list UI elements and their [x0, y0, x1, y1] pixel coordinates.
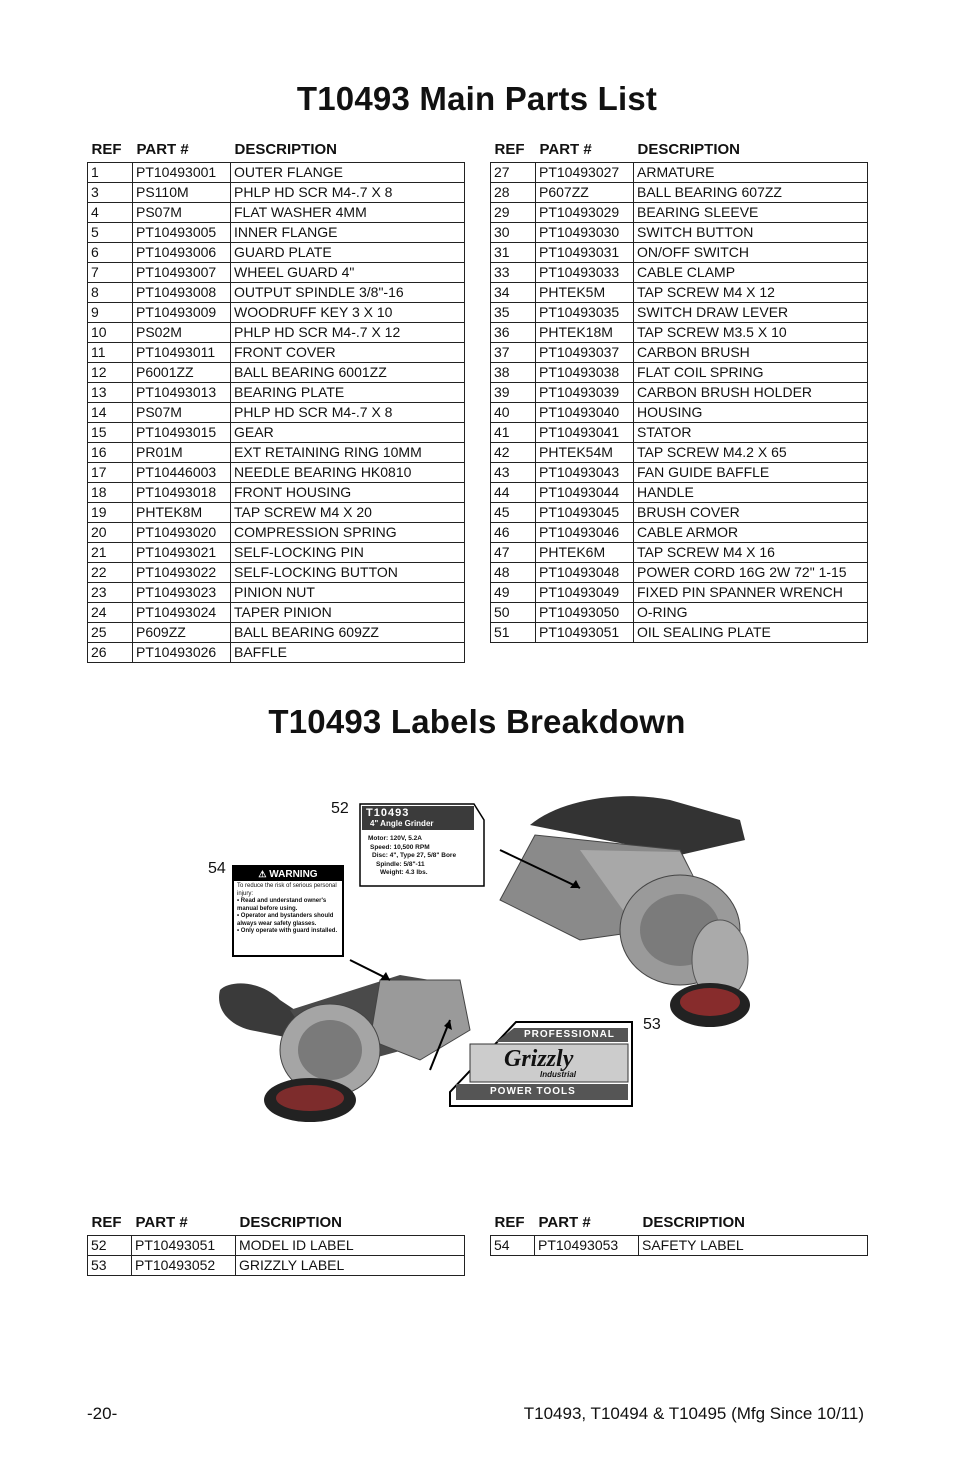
description-cell: FLAT WASHER 4MM — [231, 203, 465, 223]
ref-cell: 33 — [491, 263, 536, 283]
part-number-cell: PT10493015 — [133, 423, 231, 443]
table-row — [88, 223, 465, 243]
part-number-cell: P607ZZ — [536, 183, 634, 203]
description-cell: MODEL ID LABEL — [236, 1236, 465, 1256]
part-number-cell: PHTEK18M — [536, 323, 634, 343]
ref-cell: 40 — [491, 403, 536, 423]
table-row — [491, 203, 868, 223]
part-number-cell: PT10493038 — [536, 363, 634, 383]
part-number-cell: PT10493052 — [132, 1256, 236, 1276]
table-row — [88, 343, 465, 363]
description-cell: GUARD PLATE — [231, 243, 465, 263]
ref-cell: 46 — [491, 523, 536, 543]
description-cell: NEEDLE BEARING HK0810 — [231, 463, 465, 483]
table-row — [491, 263, 868, 283]
col-desc-header: DESCRIPTION — [642, 1214, 746, 1231]
table-row — [491, 483, 868, 503]
table-row — [88, 443, 465, 463]
part-number-cell: PT10493022 — [133, 563, 231, 583]
table-row — [88, 263, 465, 283]
ref-cell: 19 — [88, 503, 133, 523]
table-row — [491, 223, 868, 243]
col-part-header: PART # — [136, 141, 189, 158]
part-number-cell: PHTEK8M — [133, 503, 231, 523]
description-cell: CARBON BRUSH HOLDER — [634, 383, 868, 403]
col-ref-header: REF — [494, 141, 525, 158]
ref-cell: 51 — [491, 623, 536, 643]
description-cell: O-RING — [634, 603, 868, 623]
table-row — [491, 323, 868, 343]
part-number-cell: PHTEK6M — [536, 543, 634, 563]
parts-table-right — [490, 136, 868, 643]
ref-cell: 43 — [491, 463, 536, 483]
col-desc-header: DESCRIPTION — [234, 141, 338, 158]
description-cell: BALL BEARING 6001ZZ — [231, 363, 465, 383]
description-cell: CABLE CLAMP — [634, 263, 868, 283]
part-number-cell: PT10446003 — [133, 463, 231, 483]
description-cell: TAPER PINION — [231, 603, 465, 623]
description-cell: FRONT HOUSING — [231, 483, 465, 503]
col-desc-header: DESCRIPTION — [239, 1214, 343, 1231]
part-number-cell: PT10493051 — [132, 1236, 236, 1256]
col-part-header: PART # — [538, 1214, 591, 1231]
ref-cell: 44 — [491, 483, 536, 503]
description-cell: PHLP HD SCR M4-.7 X 8 — [231, 403, 465, 423]
description-cell: CABLE ARMOR — [634, 523, 868, 543]
description-cell: TAP SCREW M4.2 X 65 — [634, 443, 868, 463]
col-ref-header: REF — [494, 1214, 525, 1231]
table-row — [491, 443, 868, 463]
part-number-cell: PT10493049 — [536, 583, 634, 603]
ref-cell: 31 — [491, 243, 536, 263]
table-row — [88, 543, 465, 563]
table-row — [88, 203, 465, 223]
table-row — [88, 563, 465, 583]
ref-cell: 41 — [491, 423, 536, 443]
table-row — [491, 283, 868, 303]
description-cell: OUTER FLANGE — [231, 163, 465, 183]
ref-cell: 45 — [491, 503, 536, 523]
table-row — [491, 363, 868, 383]
description-cell: HANDLE — [634, 483, 868, 503]
ref-cell: 27 — [491, 163, 536, 183]
part-number-cell: PT10493035 — [536, 303, 634, 323]
ref-cell: 23 — [88, 583, 133, 603]
ref-cell: 12 — [88, 363, 133, 383]
col-ref-header: REF — [91, 141, 122, 158]
table-row — [88, 463, 465, 483]
table-row — [88, 643, 465, 663]
table-row — [88, 243, 465, 263]
ref-cell: 54 — [491, 1236, 535, 1256]
model-label-model: T10493 — [366, 807, 410, 819]
table-row — [491, 303, 868, 323]
ref-cell: 18 — [88, 483, 133, 503]
table-row — [491, 463, 868, 483]
labels-breakdown-title: T10493 Labels Breakdown — [268, 703, 686, 740]
description-cell: FLAT COIL SPRING — [634, 363, 868, 383]
ref-cell: 4 — [88, 203, 133, 223]
table-row — [491, 423, 868, 443]
description-cell: SELF-LOCKING PIN — [231, 543, 465, 563]
part-number-cell: PT10493033 — [536, 263, 634, 283]
warning-heading: WARNING — [269, 869, 318, 880]
part-number-cell: P609ZZ — [133, 623, 231, 643]
ref-cell: 15 — [88, 423, 133, 443]
ref-cell: 49 — [491, 583, 536, 603]
description-cell: GRIZZLY LABEL — [236, 1256, 465, 1276]
part-number-cell: PT10493001 — [133, 163, 231, 183]
warning-triangle-icon: ⚠ — [258, 869, 267, 879]
table-row — [88, 523, 465, 543]
description-cell: FRONT COVER — [231, 343, 465, 363]
description-cell: BALL BEARING 607ZZ — [634, 183, 868, 203]
part-number-cell: PT10493031 — [536, 243, 634, 263]
part-number-cell: PT10493051 — [536, 623, 634, 643]
description-cell: ON/OFF SWITCH — [634, 243, 868, 263]
ref-cell: 22 — [88, 563, 133, 583]
col-part-header: PART # — [135, 1214, 188, 1231]
ref-cell: 11 — [88, 343, 133, 363]
part-number-cell: PT10493008 — [133, 283, 231, 303]
ref-cell: 10 — [88, 323, 133, 343]
description-cell: PHLP HD SCR M4-.7 X 8 — [231, 183, 465, 203]
description-cell: COMPRESSION SPRING — [231, 523, 465, 543]
description-cell: TAP SCREW M4 X 12 — [634, 283, 868, 303]
description-cell: PHLP HD SCR M4-.7 X 12 — [231, 323, 465, 343]
ref-cell: 16 — [88, 443, 133, 463]
ref-cell: 6 — [88, 243, 133, 263]
table-row — [88, 283, 465, 303]
part-number-cell: PT10493048 — [536, 563, 634, 583]
part-number-cell: PHTEK54M — [536, 443, 634, 463]
table-row — [491, 603, 868, 623]
part-number-cell: PT10493005 — [133, 223, 231, 243]
col-ref-header: REF — [91, 1214, 122, 1231]
model-label-line: Weight: 4.3 lbs. — [380, 869, 428, 876]
parts-list-title: T10493 Main Parts List — [296, 80, 658, 117]
ref-cell: 28 — [491, 183, 536, 203]
description-cell: POWER CORD 16G 2W 72" 1-15 — [634, 563, 868, 583]
ref-cell: 50 — [491, 603, 536, 623]
ref-cell: 5 — [88, 223, 133, 243]
callout-53: 53 — [643, 1016, 661, 1033]
description-cell: OIL SEALING PLATE — [634, 623, 868, 643]
part-number-cell: PT10493037 — [536, 343, 634, 363]
description-cell: SWITCH DRAW LEVER — [634, 303, 868, 323]
table-row — [491, 583, 868, 603]
part-number-cell: PT10493024 — [133, 603, 231, 623]
table-row — [491, 183, 868, 203]
table-row — [491, 503, 868, 523]
description-cell: BAFFLE — [231, 643, 465, 663]
model-label-line: Speed: 10,500 RPM — [370, 843, 430, 851]
table-row — [491, 403, 868, 423]
description-cell: TAP SCREW M4 X 16 — [634, 543, 868, 563]
ref-cell: 42 — [491, 443, 536, 463]
table-row — [88, 323, 465, 343]
model-id-label — [356, 802, 486, 888]
ref-cell: 29 — [491, 203, 536, 223]
description-cell: FIXED PIN SPANNER WRENCH — [634, 583, 868, 603]
part-number-cell: PT10493046 — [536, 523, 634, 543]
ref-cell: 35 — [491, 303, 536, 323]
ref-cell: 17 — [88, 463, 133, 483]
part-number-cell: PT10493026 — [133, 643, 231, 663]
table-row — [88, 403, 465, 423]
model-label-line: Motor: 120V, 5.2A — [368, 835, 422, 842]
labels-table-right — [490, 1209, 868, 1256]
ref-cell: 48 — [491, 563, 536, 583]
ref-cell: 39 — [491, 383, 536, 403]
ref-cell: 1 — [88, 163, 133, 183]
ref-cell: 8 — [88, 283, 133, 303]
table-row — [88, 363, 465, 383]
model-label-line: Disc: 4", Type 27, 5/8" Bore — [372, 852, 457, 859]
part-number-cell: PT10493053 — [535, 1236, 639, 1256]
grinder-upper-image — [500, 796, 750, 1027]
table-row — [88, 383, 465, 403]
description-cell: WHEEL GUARD 4" — [231, 263, 465, 283]
description-cell: TAP SCREW M4 X 20 — [231, 503, 465, 523]
ref-cell: 26 — [88, 643, 133, 663]
description-cell: ARMATURE — [634, 163, 868, 183]
grizzly-label-sub: Industrial — [540, 1070, 577, 1079]
table-row — [88, 423, 465, 443]
description-cell: BALL BEARING 609ZZ — [231, 623, 465, 643]
part-number-cell: PT10493020 — [133, 523, 231, 543]
part-number-cell: PT10493018 — [133, 483, 231, 503]
description-cell: OUTPUT SPINDLE 3/8"-16 — [231, 283, 465, 303]
ref-cell: 13 — [88, 383, 133, 403]
ref-cell: 21 — [88, 543, 133, 563]
table-row — [491, 543, 868, 563]
table-row — [491, 623, 868, 643]
description-cell: STATOR — [634, 423, 868, 443]
table-row — [88, 303, 465, 323]
grizzly-label — [446, 1020, 636, 1108]
model-label-subtitle: 4" Angle Grinder — [370, 819, 434, 828]
grizzly-label-bottom: POWER TOOLS — [490, 1086, 576, 1097]
table-row — [88, 163, 465, 183]
table-row — [88, 503, 465, 523]
description-cell: CARBON BRUSH — [634, 343, 868, 363]
callout-52: 52 — [331, 800, 349, 817]
grinder-lower-image — [219, 975, 470, 1122]
description-cell: BEARING PLATE — [231, 383, 465, 403]
table-row — [491, 163, 868, 183]
part-number-cell: PT10493040 — [536, 403, 634, 423]
col-part-header: PART # — [539, 141, 592, 158]
table-row — [491, 343, 868, 363]
table-row — [491, 563, 868, 583]
part-number-cell: PT10493006 — [133, 243, 231, 263]
description-cell: BEARING SLEEVE — [634, 203, 868, 223]
labels-table-left — [87, 1209, 465, 1276]
part-number-cell: PT10493027 — [536, 163, 634, 183]
description-cell: HOUSING — [634, 403, 868, 423]
description-cell: PINION NUT — [231, 583, 465, 603]
table-row — [88, 1236, 465, 1256]
part-number-cell: PT10493011 — [133, 343, 231, 363]
part-number-cell: PS110M — [133, 183, 231, 203]
part-number-cell: PS07M — [133, 203, 231, 223]
description-cell: TAP SCREW M3.5 X 10 — [634, 323, 868, 343]
warning-intro: To reduce the risk of serious personal injury: — [237, 883, 337, 897]
description-cell: BRUSH COVER — [634, 503, 868, 523]
page-number: -20- — [87, 1404, 118, 1423]
part-number-cell: PT10493041 — [536, 423, 634, 443]
grizzly-label-brand: Grizzly — [504, 1046, 574, 1072]
warning-bullet: • Only operate with guard installed. — [237, 928, 338, 934]
part-number-cell: PT10493039 — [536, 383, 634, 403]
table-row — [88, 183, 465, 203]
warning-label — [232, 865, 344, 957]
ref-cell: 52 — [88, 1236, 132, 1256]
ref-cell: 3 — [88, 183, 133, 203]
ref-cell: 34 — [491, 283, 536, 303]
footer-model-info: T10493, T10494 & T10495 (Mfg Since 10/11) — [523, 1404, 864, 1423]
ref-cell: 47 — [491, 543, 536, 563]
table-row — [491, 243, 868, 263]
part-number-cell: PT10493021 — [133, 543, 231, 563]
parts-table-left — [87, 136, 465, 663]
ref-cell: 36 — [491, 323, 536, 343]
warning-bullet: • Operator and bystanders should always wear safety glasses. — [237, 913, 334, 927]
table-row — [491, 523, 868, 543]
description-cell: SELF-LOCKING BUTTON — [231, 563, 465, 583]
part-number-cell: PS02M — [133, 323, 231, 343]
part-number-cell: PT10493044 — [536, 483, 634, 503]
description-cell: GEAR — [231, 423, 465, 443]
description-cell: SWITCH BUTTON — [634, 223, 868, 243]
ref-cell: 20 — [88, 523, 133, 543]
table-row — [88, 1256, 465, 1276]
part-number-cell: PT10493029 — [536, 203, 634, 223]
table-row — [491, 1236, 868, 1256]
part-number-cell: PR01M — [133, 443, 231, 463]
ref-cell: 30 — [491, 223, 536, 243]
ref-cell: 9 — [88, 303, 133, 323]
part-number-cell: PT10493045 — [536, 503, 634, 523]
part-number-cell: PT10493030 — [536, 223, 634, 243]
ref-cell: 25 — [88, 623, 133, 643]
table-row — [88, 623, 465, 643]
table-row — [491, 383, 868, 403]
ref-cell: 38 — [491, 363, 536, 383]
ref-cell: 14 — [88, 403, 133, 423]
table-row — [88, 483, 465, 503]
part-number-cell: PT10493009 — [133, 303, 231, 323]
ref-cell: 37 — [491, 343, 536, 363]
description-cell: FAN GUIDE BAFFLE — [634, 463, 868, 483]
table-row — [88, 603, 465, 623]
part-number-cell: PT10493013 — [133, 383, 231, 403]
description-cell: EXT RETAINING RING 10MM — [231, 443, 465, 463]
part-number-cell: PT10493023 — [133, 583, 231, 603]
ref-cell: 24 — [88, 603, 133, 623]
table-row — [88, 583, 465, 603]
description-cell: SAFETY LABEL — [639, 1236, 868, 1256]
grizzly-label-top: PROFESSIONAL — [524, 1029, 615, 1040]
description-cell: INNER FLANGE — [231, 223, 465, 243]
col-desc-header: DESCRIPTION — [637, 141, 741, 158]
part-number-cell: PHTEK5M — [536, 283, 634, 303]
description-cell: WOODRUFF KEY 3 X 10 — [231, 303, 465, 323]
part-number-cell: PT10493050 — [536, 603, 634, 623]
warning-bullet: • Read and understand owner's manual before using. — [237, 898, 327, 912]
part-number-cell: PS07M — [133, 403, 231, 423]
callout-54: 54 — [208, 860, 226, 877]
ref-cell: 7 — [88, 263, 133, 283]
part-number-cell: PT10493007 — [133, 263, 231, 283]
part-number-cell: PT10493043 — [536, 463, 634, 483]
ref-cell: 53 — [88, 1256, 132, 1276]
part-number-cell: P6001ZZ — [133, 363, 231, 383]
model-label-line: Spindle: 5/8"-11 — [376, 860, 425, 868]
